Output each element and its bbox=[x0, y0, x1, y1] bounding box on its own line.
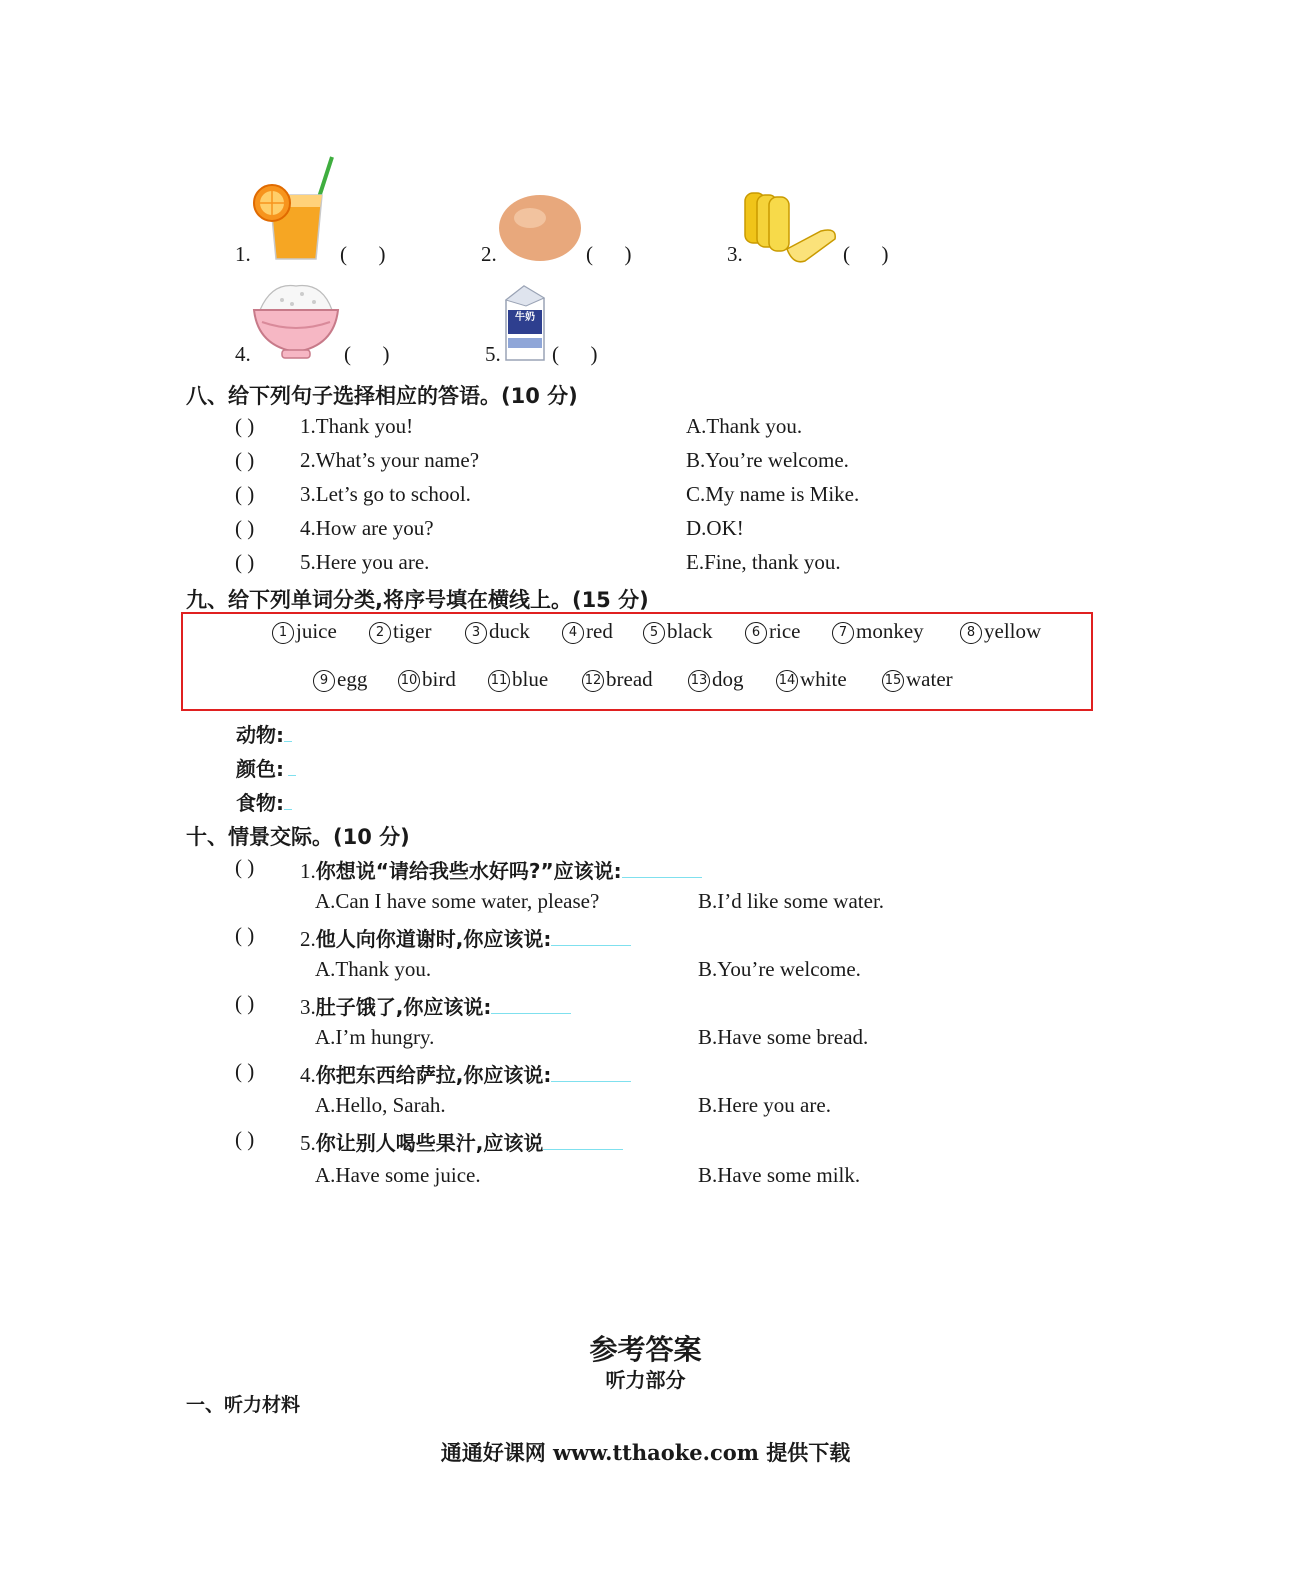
s10-q5-answer-line[interactable] bbox=[543, 1129, 623, 1150]
s10-q4-prompt: 4.你把东西给萨拉,你应该说: bbox=[300, 1059, 631, 1088]
orange-juice-icon bbox=[250, 155, 336, 265]
s10-q3-answer-line[interactable] bbox=[491, 993, 571, 1014]
s8-q2-text: 2.What’s your name? bbox=[300, 448, 480, 472]
picture-item-5-answer-blank[interactable]: ( ) bbox=[552, 342, 598, 366]
s8-option-b: B.You’re welcome. bbox=[686, 448, 849, 472]
s8-q4-blank[interactable]: ( ) bbox=[235, 516, 255, 540]
s10-q3-blank[interactable]: ( ) bbox=[235, 991, 255, 1015]
picture-item-2-answer-blank[interactable]: ( ) bbox=[586, 242, 632, 266]
milk-carton-icon bbox=[502, 282, 548, 364]
word-3: 3 duck bbox=[465, 619, 530, 644]
section-9-heading: 九、给下列单词分类,将序号填在横线上。(15 分) bbox=[186, 588, 649, 612]
s10-q4-blank[interactable]: ( ) bbox=[235, 1059, 255, 1083]
s8-q2-blank[interactable]: ( ) bbox=[235, 448, 255, 472]
picture-item-1-number: 1. bbox=[235, 242, 251, 266]
s8-q4-text: 4.How are you? bbox=[300, 516, 434, 540]
section-8-heading: 八、给下列句子选择相应的答语。(10 分) bbox=[186, 384, 578, 408]
category-animals: 动物: bbox=[236, 719, 292, 748]
s10-q1-prompt: 1.你想说“请给我些水好吗?”应该说: bbox=[300, 855, 702, 884]
s10-q3-prompt: 3.肚子饿了,你应该说: bbox=[300, 991, 571, 1020]
s10-q5-option-a: A.Have some juice. bbox=[315, 1163, 481, 1187]
s8-option-e: E.Fine, thank you. bbox=[686, 550, 841, 574]
word-9: 9 egg bbox=[313, 667, 367, 692]
answers-title: 参考答案 bbox=[589, 1333, 702, 1366]
picture-item-3-answer-blank[interactable]: ( ) bbox=[843, 242, 889, 266]
category-animals-blank[interactable] bbox=[284, 721, 292, 742]
picture-item-5-number: 5. bbox=[485, 342, 501, 366]
s10-q2-prompt: 2.他人向你道谢时,你应该说: bbox=[300, 923, 631, 952]
s10-q5-blank[interactable]: ( ) bbox=[235, 1127, 255, 1151]
s8-q1-blank[interactable]: ( ) bbox=[235, 414, 255, 438]
word-12: 12 bread bbox=[582, 667, 653, 692]
s10-q5-prompt: 5.你让别人喝些果汁,应该说 bbox=[300, 1127, 623, 1156]
category-food: 食物: bbox=[236, 787, 292, 816]
s10-q4-option-b: B.Here you are. bbox=[698, 1093, 831, 1117]
s8-option-c: C.My name is Mike. bbox=[686, 482, 860, 506]
s10-q4-option-a: A.Hello, Sarah. bbox=[315, 1093, 446, 1117]
word-2: 2 tiger bbox=[369, 619, 431, 644]
s10-q2-blank[interactable]: ( ) bbox=[235, 923, 255, 947]
s10-q2-option-a: A.Thank you. bbox=[315, 957, 432, 981]
s8-q1-text: 1.Thank you! bbox=[300, 414, 414, 438]
s8-q5-text: 5.Here you are. bbox=[300, 550, 430, 574]
word-1: 1 juice bbox=[272, 619, 337, 644]
word-6: 6 rice bbox=[745, 619, 800, 644]
word-10: 10 bird bbox=[398, 667, 456, 692]
s10-q4-answer-line[interactable] bbox=[551, 1061, 631, 1082]
section-10-heading: 十、情景交际。(10 分) bbox=[186, 825, 410, 849]
answers-subtitle: 听力部分 bbox=[605, 1368, 686, 1392]
word-7: 7 monkey bbox=[832, 619, 924, 644]
s10-q3-option-b: B.Have some bread. bbox=[698, 1025, 869, 1049]
s10-q1-answer-line[interactable] bbox=[622, 857, 702, 878]
category-food-blank[interactable] bbox=[284, 789, 292, 810]
rice-bowl-icon bbox=[252, 280, 340, 362]
s8-option-d: D.OK! bbox=[686, 516, 744, 540]
footer-download-note: 通通好课网 www.tthaoke.com 提供下载 bbox=[440, 1440, 851, 1465]
s8-q3-blank[interactable]: ( ) bbox=[235, 482, 255, 506]
s10-q1-blank[interactable]: ( ) bbox=[235, 855, 255, 879]
s10-q1-option-a: A.Can I have some water, please? bbox=[315, 889, 600, 913]
picture-item-4-answer-blank[interactable]: ( ) bbox=[344, 342, 390, 366]
s10-q5-option-b: B.Have some milk. bbox=[698, 1163, 861, 1187]
word-13: 13 dog bbox=[688, 667, 744, 692]
bread-icon bbox=[743, 187, 838, 265]
s8-option-a: A.Thank you. bbox=[686, 414, 803, 438]
answers-section-1: 一、听力材料 bbox=[186, 1394, 301, 1416]
word-4: 4 red bbox=[562, 619, 613, 644]
word-11: 11 blue bbox=[488, 667, 548, 692]
word-14: 14 white bbox=[776, 667, 847, 692]
word-15: 15 water bbox=[882, 667, 953, 692]
s10-q2-option-b: B.You’re welcome. bbox=[698, 957, 861, 981]
egg-icon bbox=[498, 193, 582, 263]
picture-item-1-answer-blank[interactable]: ( ) bbox=[340, 242, 386, 266]
category-colors-blank[interactable] bbox=[288, 755, 296, 776]
s10-q1-option-b: B.I’d like some water. bbox=[698, 889, 885, 913]
word-5: 5 black bbox=[643, 619, 712, 644]
picture-item-2-number: 2. bbox=[481, 242, 497, 266]
s10-q3-option-a: A.I’m hungry. bbox=[315, 1025, 435, 1049]
milk-carton-label: 牛奶 bbox=[515, 312, 535, 323]
category-colors: 颜色: bbox=[236, 753, 296, 782]
picture-item-3-number: 3. bbox=[727, 242, 743, 266]
word-8: 8 yellow bbox=[960, 619, 1041, 644]
picture-item-4-number: 4. bbox=[235, 342, 251, 366]
s10-q2-answer-line[interactable] bbox=[551, 925, 631, 946]
s8-q5-blank[interactable]: ( ) bbox=[235, 550, 255, 574]
s8-q3-text: 3.Let’s go to school. bbox=[300, 482, 471, 506]
